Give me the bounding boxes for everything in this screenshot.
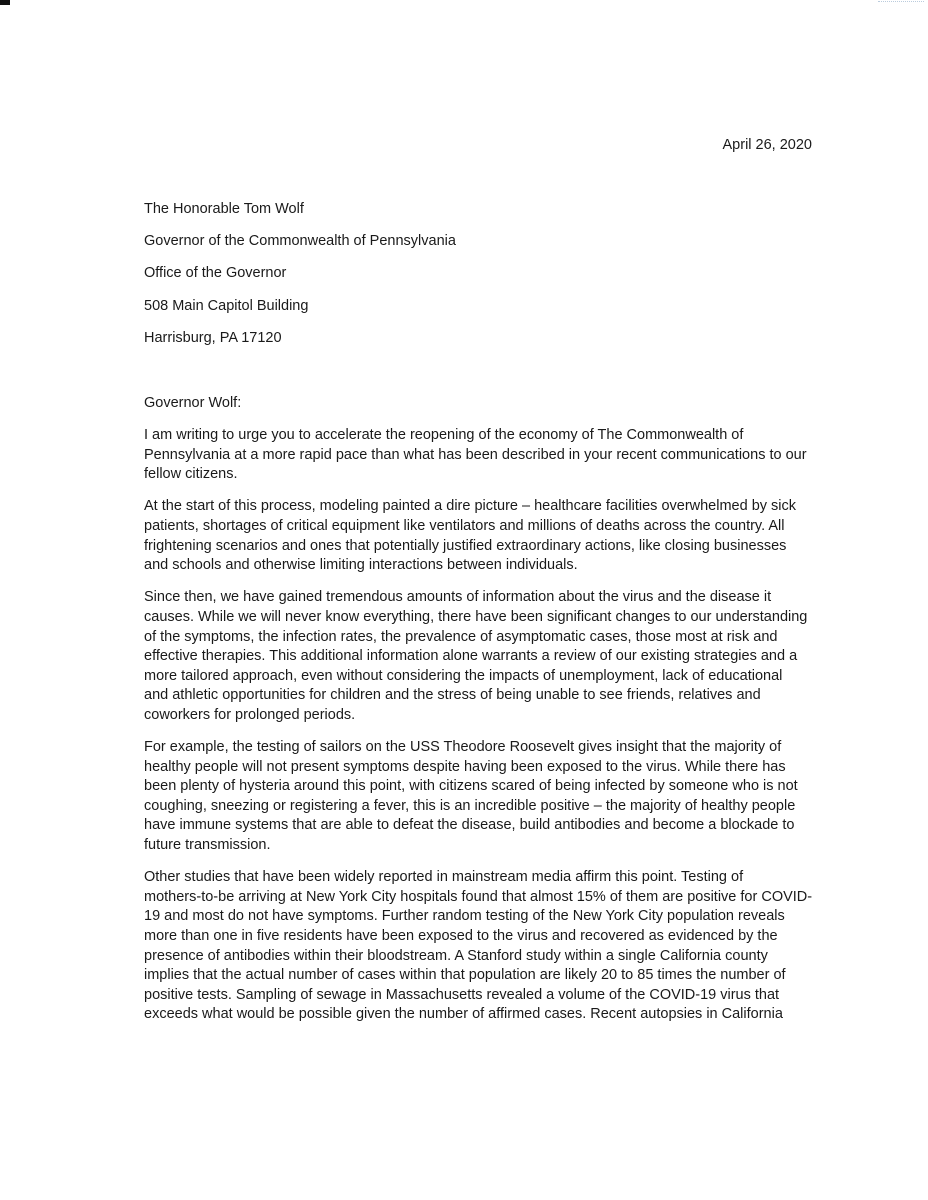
text-line: exceeds what would be possible given the number of affirmed cases. Recent autopsies in California [144,1006,783,1023]
text-line: and schools and otherwise limiting interactions between individuals. [144,557,578,574]
scan-corner-mark [0,0,10,5]
scan-edge-mark [878,1,924,4]
text-line: effective therapies. This additional information alone warrants a review of our existing strategies and a [144,648,798,665]
paragraph-5 [144,868,829,1025]
recipient-name: The Honorable Tom Wolf [144,201,304,217]
paragraph-1 [144,426,829,485]
text-line: of the symptoms, the infection rates, the prevalence of asymptomatic cases, those most at risk and [144,628,778,645]
text-line: future transmission. [144,837,271,854]
text-line: presence of antibodies within their bloodstream. A Stanford study within a single California county [144,947,768,964]
text-line: For example, the testing of sailors on the USS Theodore Roosevelt gives insight that the majority of [144,739,782,756]
text-line: coworkers for prolonged periods. [144,706,356,723]
text-line: positive tests. Sampling of sewage in Massachusetts revealed a volume of the COVID-19 virus that [144,986,780,1003]
text-line: and athletic opportunities for children and the stress of being unable to see friends, relatives and [144,687,761,704]
letter-body [144,426,829,1038]
text-line: mothers-to-be arriving at New York City hospitals found that almost 15% of them are positive for COVID- [144,888,813,905]
letter-date: April 26, 2020 [722,137,812,153]
text-line: At the start of this process, modeling painted a dire picture – healthcare facilities overwhelmed by sick [144,498,797,515]
text-line: fellow citizens. [144,466,238,483]
text-line: Pennsylvania at a more rapid pace than what has been described in your recent communications to our [144,446,807,463]
text-line: more tailored approach, even without considering the impacts of unemployment, lack of educational [144,667,783,684]
recipient-address [144,200,744,361]
text-line: frightening scenarios and ones that potentially justified extraordinary actions, like closing businesses [144,537,787,554]
text-line: coughing, sneezing or registering a fever, this is an incredible positive – the majority of healthy people [144,797,796,814]
recipient-city: Harrisburg, PA 17120 [144,329,282,346]
recipient-office: Office of the Governor [144,265,287,282]
text-line: been plenty of hysteria around this point, with citizens scared of being infected by someone who is not [144,778,798,795]
paragraph-4 [144,738,829,856]
text-line: Since then, we have gained tremendous amounts of information about the virus and the disease it [144,589,772,606]
text-line: implies that the actual number of cases within that population are likely 20 to 85 times the number of [144,967,786,984]
text-line: causes. While we will never know everything, there have been significant changes to our understanding [144,608,808,625]
text-line: more than one in five residents have been exposed to the virus and recovered as evidenced by the [144,928,778,945]
recipient-street: 508 Main Capitol Building [144,297,309,314]
recipient-title: Governor of the Commonwealth of Pennsylvania [144,233,456,250]
text-line: 19 and most do not have symptoms. Further random testing of the New York City population reveals [144,908,785,925]
text-line: healthy people will not present symptoms despite having been exposed to the virus. While there has [144,758,786,775]
text-line: have immune systems that are able to defeat the disease, build antibodies and become a blockade to [144,817,795,834]
salutation: Governor Wolf: [144,395,242,411]
text-line: patients, shortages of critical equipment like ventilators and millions of deaths across the country. All [144,517,785,534]
paragraph-3 [144,588,829,725]
text-line: I am writing to urge you to accelerate the reopening of the economy of The Commonwealth of [144,427,744,443]
paragraph-2 [144,497,829,575]
text-line: Other studies that have been widely reported in mainstream media affirm this point. Testing of [144,869,744,886]
